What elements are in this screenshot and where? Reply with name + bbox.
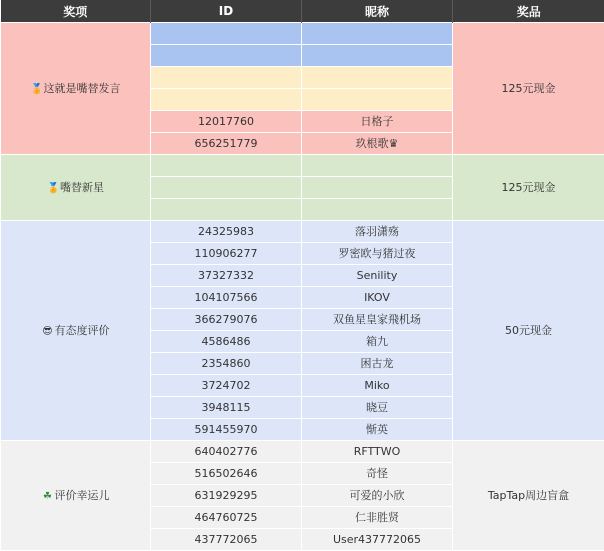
name-cell: 罗密欧与猪过夜: [302, 243, 453, 265]
table-row: [1, 441, 604, 463]
id-cell: 2354860: [151, 353, 302, 375]
id-cell: 656251779: [151, 133, 302, 155]
prize-cell: 50元现金: [453, 221, 604, 441]
name-cell: [302, 23, 453, 45]
table-row: [1, 221, 604, 243]
id-cell: 591455970: [151, 419, 302, 441]
name-cell: 奇怪: [302, 463, 453, 485]
id-cell: 631929295: [151, 485, 302, 507]
name-cell: User437772065: [302, 529, 453, 551]
id-cell: 3948115: [151, 397, 302, 419]
id-cell: 110906277: [151, 243, 302, 265]
medal-icon: 🏅: [47, 178, 59, 199]
id-cell: [151, 155, 302, 177]
name-cell: Senility: [302, 265, 453, 287]
name-cell: [302, 67, 453, 89]
id-cell: 4586486: [151, 331, 302, 353]
name-cell: [302, 155, 453, 177]
id-cell: [151, 177, 302, 199]
medal-icon: 🏅: [31, 79, 43, 100]
id-cell: 12017760: [151, 111, 302, 133]
award-name: 评价幸运儿: [55, 489, 110, 502]
name-cell: 晓豆: [302, 397, 453, 419]
name-cell: 仁非胜贤: [302, 507, 453, 529]
prize-cell: 125元现金: [453, 155, 604, 221]
name-cell: [302, 199, 453, 221]
award-cell: [1, 23, 151, 155]
table-row: [1, 23, 604, 45]
header-id: ID: [151, 0, 302, 23]
name-cell: [302, 89, 453, 111]
id-cell: [151, 67, 302, 89]
name-cell: 玖根歌♛: [302, 133, 453, 155]
id-cell: [151, 45, 302, 67]
header-row: [1, 0, 604, 23]
prize-cell: 125元现金: [453, 23, 604, 155]
id-cell: 24325983: [151, 221, 302, 243]
id-cell: [151, 89, 302, 111]
name-cell: 日格子: [302, 111, 453, 133]
clover-icon: ☘: [42, 486, 54, 507]
award-name: 嘴替新星: [60, 181, 104, 194]
id-cell: 464760725: [151, 507, 302, 529]
id-cell: 366279076: [151, 309, 302, 331]
id-cell: [151, 199, 302, 221]
sunglasses-icon: 😎: [42, 321, 54, 342]
id-cell: 37327332: [151, 265, 302, 287]
award-name: 这就是嘴替发言: [44, 82, 121, 95]
award-cell: [1, 221, 151, 441]
name-cell: [302, 177, 453, 199]
header-award: 奖项: [1, 0, 151, 23]
name-cell: 落羽潇殇: [302, 221, 453, 243]
name-cell: Miko: [302, 375, 453, 397]
name-cell: 惭英: [302, 419, 453, 441]
id-cell: 104107566: [151, 287, 302, 309]
name-cell: IKOV: [302, 287, 453, 309]
name-cell: 箱九: [302, 331, 453, 353]
name-cell: 困古龙: [302, 353, 453, 375]
name-cell: [302, 45, 453, 67]
award-cell: [1, 155, 151, 221]
prize-cell: TapTap周边盲盒: [453, 441, 604, 551]
id-cell: 516502646: [151, 463, 302, 485]
id-cell: 640402776: [151, 441, 302, 463]
id-cell: 3724702: [151, 375, 302, 397]
table-row: [1, 155, 604, 177]
award-name: 有态度评价: [55, 324, 110, 337]
header-prize: 奖品: [453, 0, 604, 23]
id-cell: [151, 23, 302, 45]
name-cell: RFTTWO: [302, 441, 453, 463]
award-cell: [1, 441, 151, 551]
name-cell: 双鱼星皇家飛机场: [302, 309, 453, 331]
name-cell: 可爱的小欣: [302, 485, 453, 507]
id-cell: 437772065: [151, 529, 302, 551]
header-nickname: 昵称: [302, 0, 453, 23]
